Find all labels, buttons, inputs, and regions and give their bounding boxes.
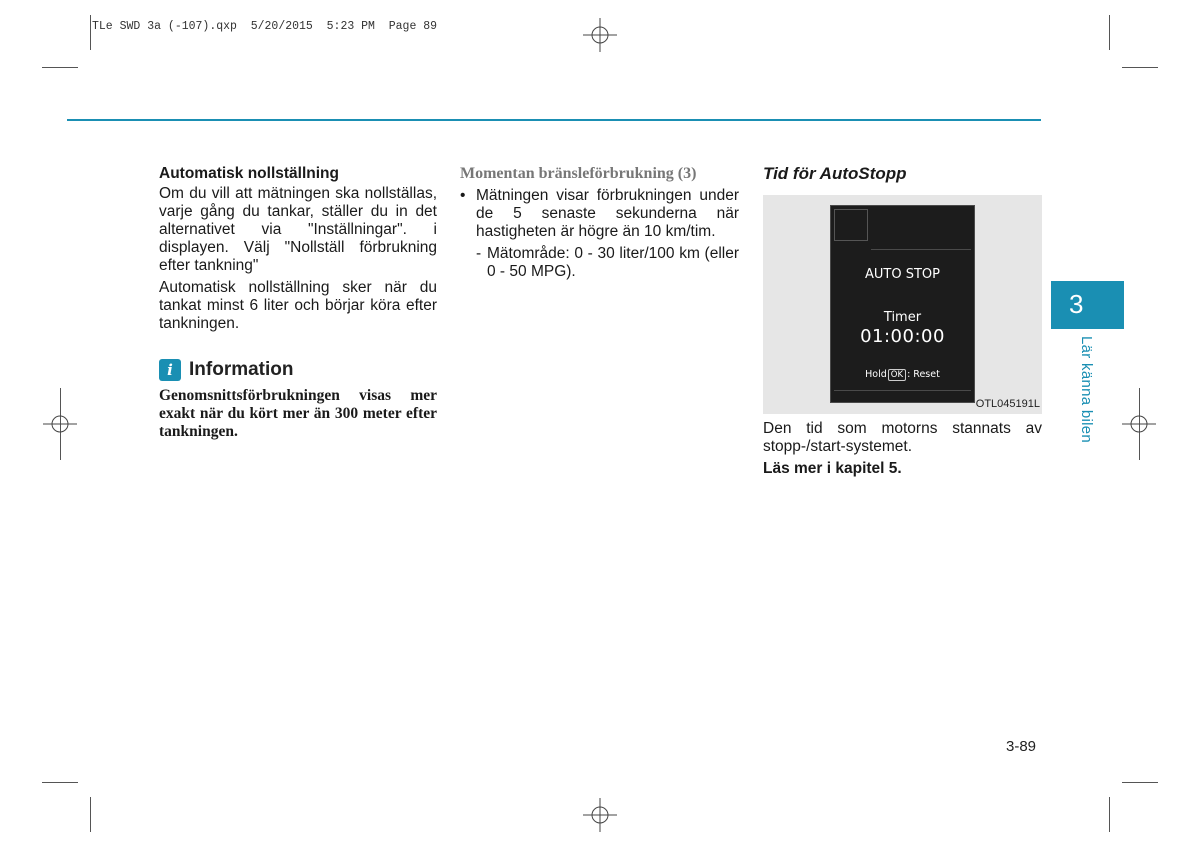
- display-timer-label: Timer: [883, 310, 922, 325]
- figure-code: OTL045191L: [975, 398, 1040, 410]
- display-divider-top: [871, 249, 971, 250]
- display-timer-value: 01:00:00: [860, 326, 945, 347]
- paragraph-auto-reset-2: Automatisk nollställning sker när du tankat minst 6 liter och börjar köra efter tankningen.: [159, 279, 437, 332]
- display-corner-box: [834, 209, 868, 241]
- display-divider-bottom: [834, 390, 971, 391]
- information-body: Genomsnittsförbrukningen visas mer exakt när du kört mer än 300 meter efter tankningen.: [159, 387, 437, 440]
- registration-mark-bottom: [583, 798, 617, 832]
- section-heading-auto-reset: Automatisk nollställning: [159, 165, 339, 182]
- print-slug: TLe SWD 3a (-107).qxp 5/20/2015 5:23 PM Page 89: [92, 20, 438, 33]
- cluster-display: [830, 205, 975, 403]
- information-heading: [159, 359, 437, 381]
- autostop-figure: [763, 195, 1042, 414]
- page-number: 3-89: [1006, 738, 1037, 755]
- left-column: [159, 165, 437, 441]
- sub-item: [476, 245, 739, 281]
- info-icon: i: [159, 359, 181, 381]
- section-heading-autostop-time: Tid för AutoStopp: [763, 164, 907, 183]
- hint-suffix: : Reset: [907, 369, 940, 380]
- registration-mark-left: [43, 407, 77, 441]
- ok-key: OK: [888, 369, 906, 381]
- information-title: Information: [189, 359, 294, 380]
- chapter-label: Lär känna bilen: [1078, 336, 1095, 444]
- chapter-reference: Läs mer i kapitel 5.: [763, 460, 902, 477]
- paragraph-auto-reset-1: Om du vill att mätningen ska nollställas, varje gång du tankar, ställer du in det alternativet via "Inställningar". i displayen. Välj "Nollställ förbrukning efter tankning": [159, 185, 437, 274]
- sub-item-text: Mätområde: 0 - 30 liter/100 km (eller 0 - 50 MPG).: [487, 245, 739, 280]
- bullet-mark: •: [460, 187, 466, 204]
- section-heading-instant-consumption: Momentan bränsleförbrukning (3): [460, 165, 697, 182]
- middle-column: [460, 165, 739, 281]
- display-title: AUTO STOP: [865, 267, 940, 282]
- registration-mark-top: [583, 18, 617, 52]
- display-reset-hint: [831, 366, 974, 384]
- hint-prefix: Hold: [865, 369, 887, 380]
- sub-item-mark: -: [476, 245, 482, 262]
- right-column: [763, 165, 1042, 480]
- header-rule: [67, 119, 1041, 121]
- bullet-text: Mätningen visar förbrukningen under de 5 senaste sekunderna när hastigheten är högre än 10 km/tim.: [476, 187, 739, 240]
- bullet-item: [460, 187, 739, 241]
- registration-mark-right: [1122, 407, 1156, 441]
- chapter-number: 3: [1069, 289, 1084, 319]
- paragraph-autostop-time: Den tid som motorns stannats av stopp-/start-systemet.: [763, 420, 1042, 455]
- chapter-tab: [1051, 281, 1124, 329]
